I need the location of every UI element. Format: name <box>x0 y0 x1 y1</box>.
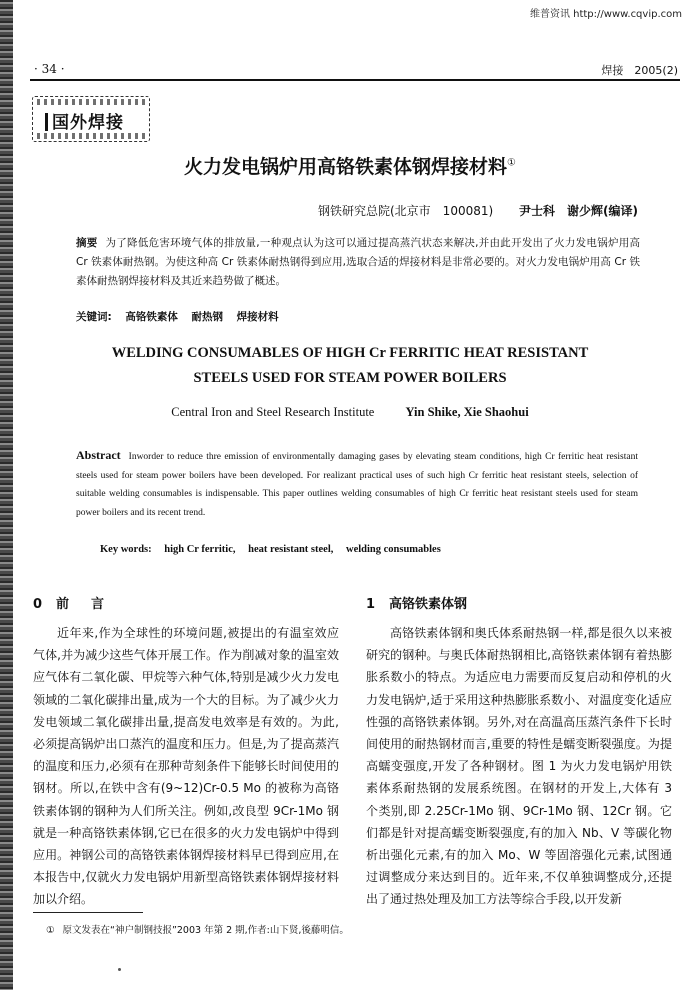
chinese-abstract-text: 为了降低危害环境气体的排放量,一种观点认为这可以通过提高蒸汽状态来解决,并由此开发出了火力发电锅炉用高 Cr 铁素体耐热钢。为使这种高 Cr 铁素体耐热钢得到应用,选取合适的焊接材料是非常必要的。对火力发电锅炉用高 Cr 铁素体耐热钢焊接材料及其近来趋势做了概述。 <box>76 237 640 287</box>
body-column-right <box>366 622 672 911</box>
title-footnote-mark: ① <box>507 157 516 169</box>
header-rule <box>30 79 680 81</box>
column-tag-text: 国外焊接 <box>52 113 124 133</box>
chinese-keyword: 高铬铁素体 <box>125 311 178 323</box>
chinese-abstract-label: 摘要 <box>76 237 98 249</box>
chinese-byline <box>318 202 638 219</box>
english-title <box>0 341 700 391</box>
page-number: · 34 · <box>34 62 65 76</box>
column-tag-border-bottom <box>37 133 145 139</box>
chinese-keywords-label: 关键词: <box>76 311 112 323</box>
english-keywords-label: Key words: <box>100 544 152 555</box>
section-number: 0 <box>33 597 43 612</box>
english-abstract-text: Inworder to reduce thre emission of environmentally damaging gases by elevating steam conditions, high Cr ferritic heat resistant steels used for steam power boilers have been developed. For realizant practical uses of such high Cr ferritic heat resistant steels, selection of suitable welding consumables is indispensable. This paper outlines welding consumables of high Cr ferritic heat resistant steels used for steam power boilers and its recent trend. <box>76 452 638 518</box>
chinese-affiliation: 钢铁研究总院(北京市 100081) <box>318 204 494 218</box>
section-heading-1 <box>366 593 467 612</box>
english-authors: Yin Shike, Xie Shaohui <box>405 405 529 419</box>
watermark-url: 维普资讯 http://www.cqvip.com <box>529 9 682 20</box>
section-title: 前言 <box>56 597 127 612</box>
chinese-title <box>0 152 700 179</box>
running-head: 焊接 2005(2) <box>601 64 678 77</box>
english-keyword: heat resistant steel, <box>248 544 334 555</box>
scan-edge-strip <box>0 0 13 990</box>
chinese-keyword: 焊接材料 <box>236 311 279 323</box>
english-abstract <box>76 446 638 522</box>
chinese-title-text: 火力发电锅炉用高铬铁素体钢焊接材料 <box>184 156 508 178</box>
scan-speck <box>118 968 121 971</box>
english-abstract-label: Abstract <box>76 448 121 462</box>
footnote-rule <box>33 912 143 913</box>
column-tag-box <box>32 96 150 142</box>
column-tag-border-top <box>37 99 145 105</box>
chinese-keyword: 耐热钢 <box>191 311 224 323</box>
chinese-abstract <box>76 234 640 291</box>
chinese-authors: 尹士科 谢少辉(编译) <box>519 204 638 218</box>
english-byline <box>0 405 700 420</box>
section-number: 1 <box>366 597 376 612</box>
footnote-mark: ① <box>46 925 55 936</box>
chinese-keywords <box>76 309 289 324</box>
body-column-left <box>33 622 339 911</box>
english-keyword: high Cr ferritic, <box>164 544 236 555</box>
english-keywords <box>100 544 451 555</box>
column-tag <box>45 108 124 133</box>
body-paragraph: 高铬铁素体钢和奥氏体系耐热钢一样,都是很久以来被研究的钢种。与奥氏体耐热钢相比,高铬铁素体钢有着热膨胀系数小的特点。为适应电力需要而反复启动和停机的火力发电锅炉,适于采用这种热膨胀系数小、对温度变化适应性强的高铬铁素体钢。另外,对在高温高压蒸汽条件下长时间使用的耐热钢材而言,重要的特性是蠕变断裂强度。为提高蠕变强度,开发了各种钢材。图 1 为火力发电锅炉用铁素体系耐热钢的发展系统图。在钢材的开发上,大体有 3 个类别,即 2.25Cr-1Mo 钢、9Cr-1Mo 钢、12Cr 钢。它们都是针对提高蠕变断裂强度,有的加入 Nb、V 等碳化物析出强化元素,有的加入 Mo、W 等固溶强化元素,试图通过调整成分来达到目的。近年来,不仅单独调整成分,还提出了通过热处理及加工方法等综合手段,以开发新 <box>366 626 672 907</box>
english-affiliation: Central Iron and Steel Research Institute <box>171 405 375 419</box>
section-title: 高铬铁素体钢 <box>389 597 468 612</box>
english-title-line: STEELS USED FOR STEAM POWER BOILERS <box>193 370 507 386</box>
english-keyword: welding consumables <box>346 544 441 555</box>
body-paragraph: 近年来,作为全球性的环境问题,被提出的有温室效应气体,并为减少这些气体开展工作。作为削减对象的温室效应气体有二氧化碳、甲烷等六种气体,特别是减少火力发电领域的二氧化碳排出量,成为一个大的目标。为了减少火力发电领域二氧化碳排出量,提高发电效率是有效的。为此,必须提高锅炉出口蒸汽的温度和压力。但是,为了提高蒸汽的温度和压力,必须有在那种苛刻条件下能够长时间使用的钢材。所以,在铁中含有(9~12)Cr-0.5 Mo 的被称为高铬铁素体钢的钢种为人们所关注。例如,改良型 9Cr-1Mo 钢就是一种高铬铁素体钢,它已在很多的火力发电锅炉中得到应用。神钢公司的高铬铁素体钢焊接材料早已得到应用,在本报告中,仅就火力发电锅炉用新型高铬铁素体钢焊接材料加以介绍。 <box>33 626 339 907</box>
footnote <box>46 922 349 936</box>
section-heading-0 <box>33 593 126 612</box>
english-title-line: WELDING CONSUMABLES OF HIGH Cr FERRITIC HEAT RESISTANT <box>111 345 589 361</box>
footnote-text: 原文发表在“神户制钢技报”2003 年第 2 期,作者:山下贤,後藤明信。 <box>62 925 349 936</box>
